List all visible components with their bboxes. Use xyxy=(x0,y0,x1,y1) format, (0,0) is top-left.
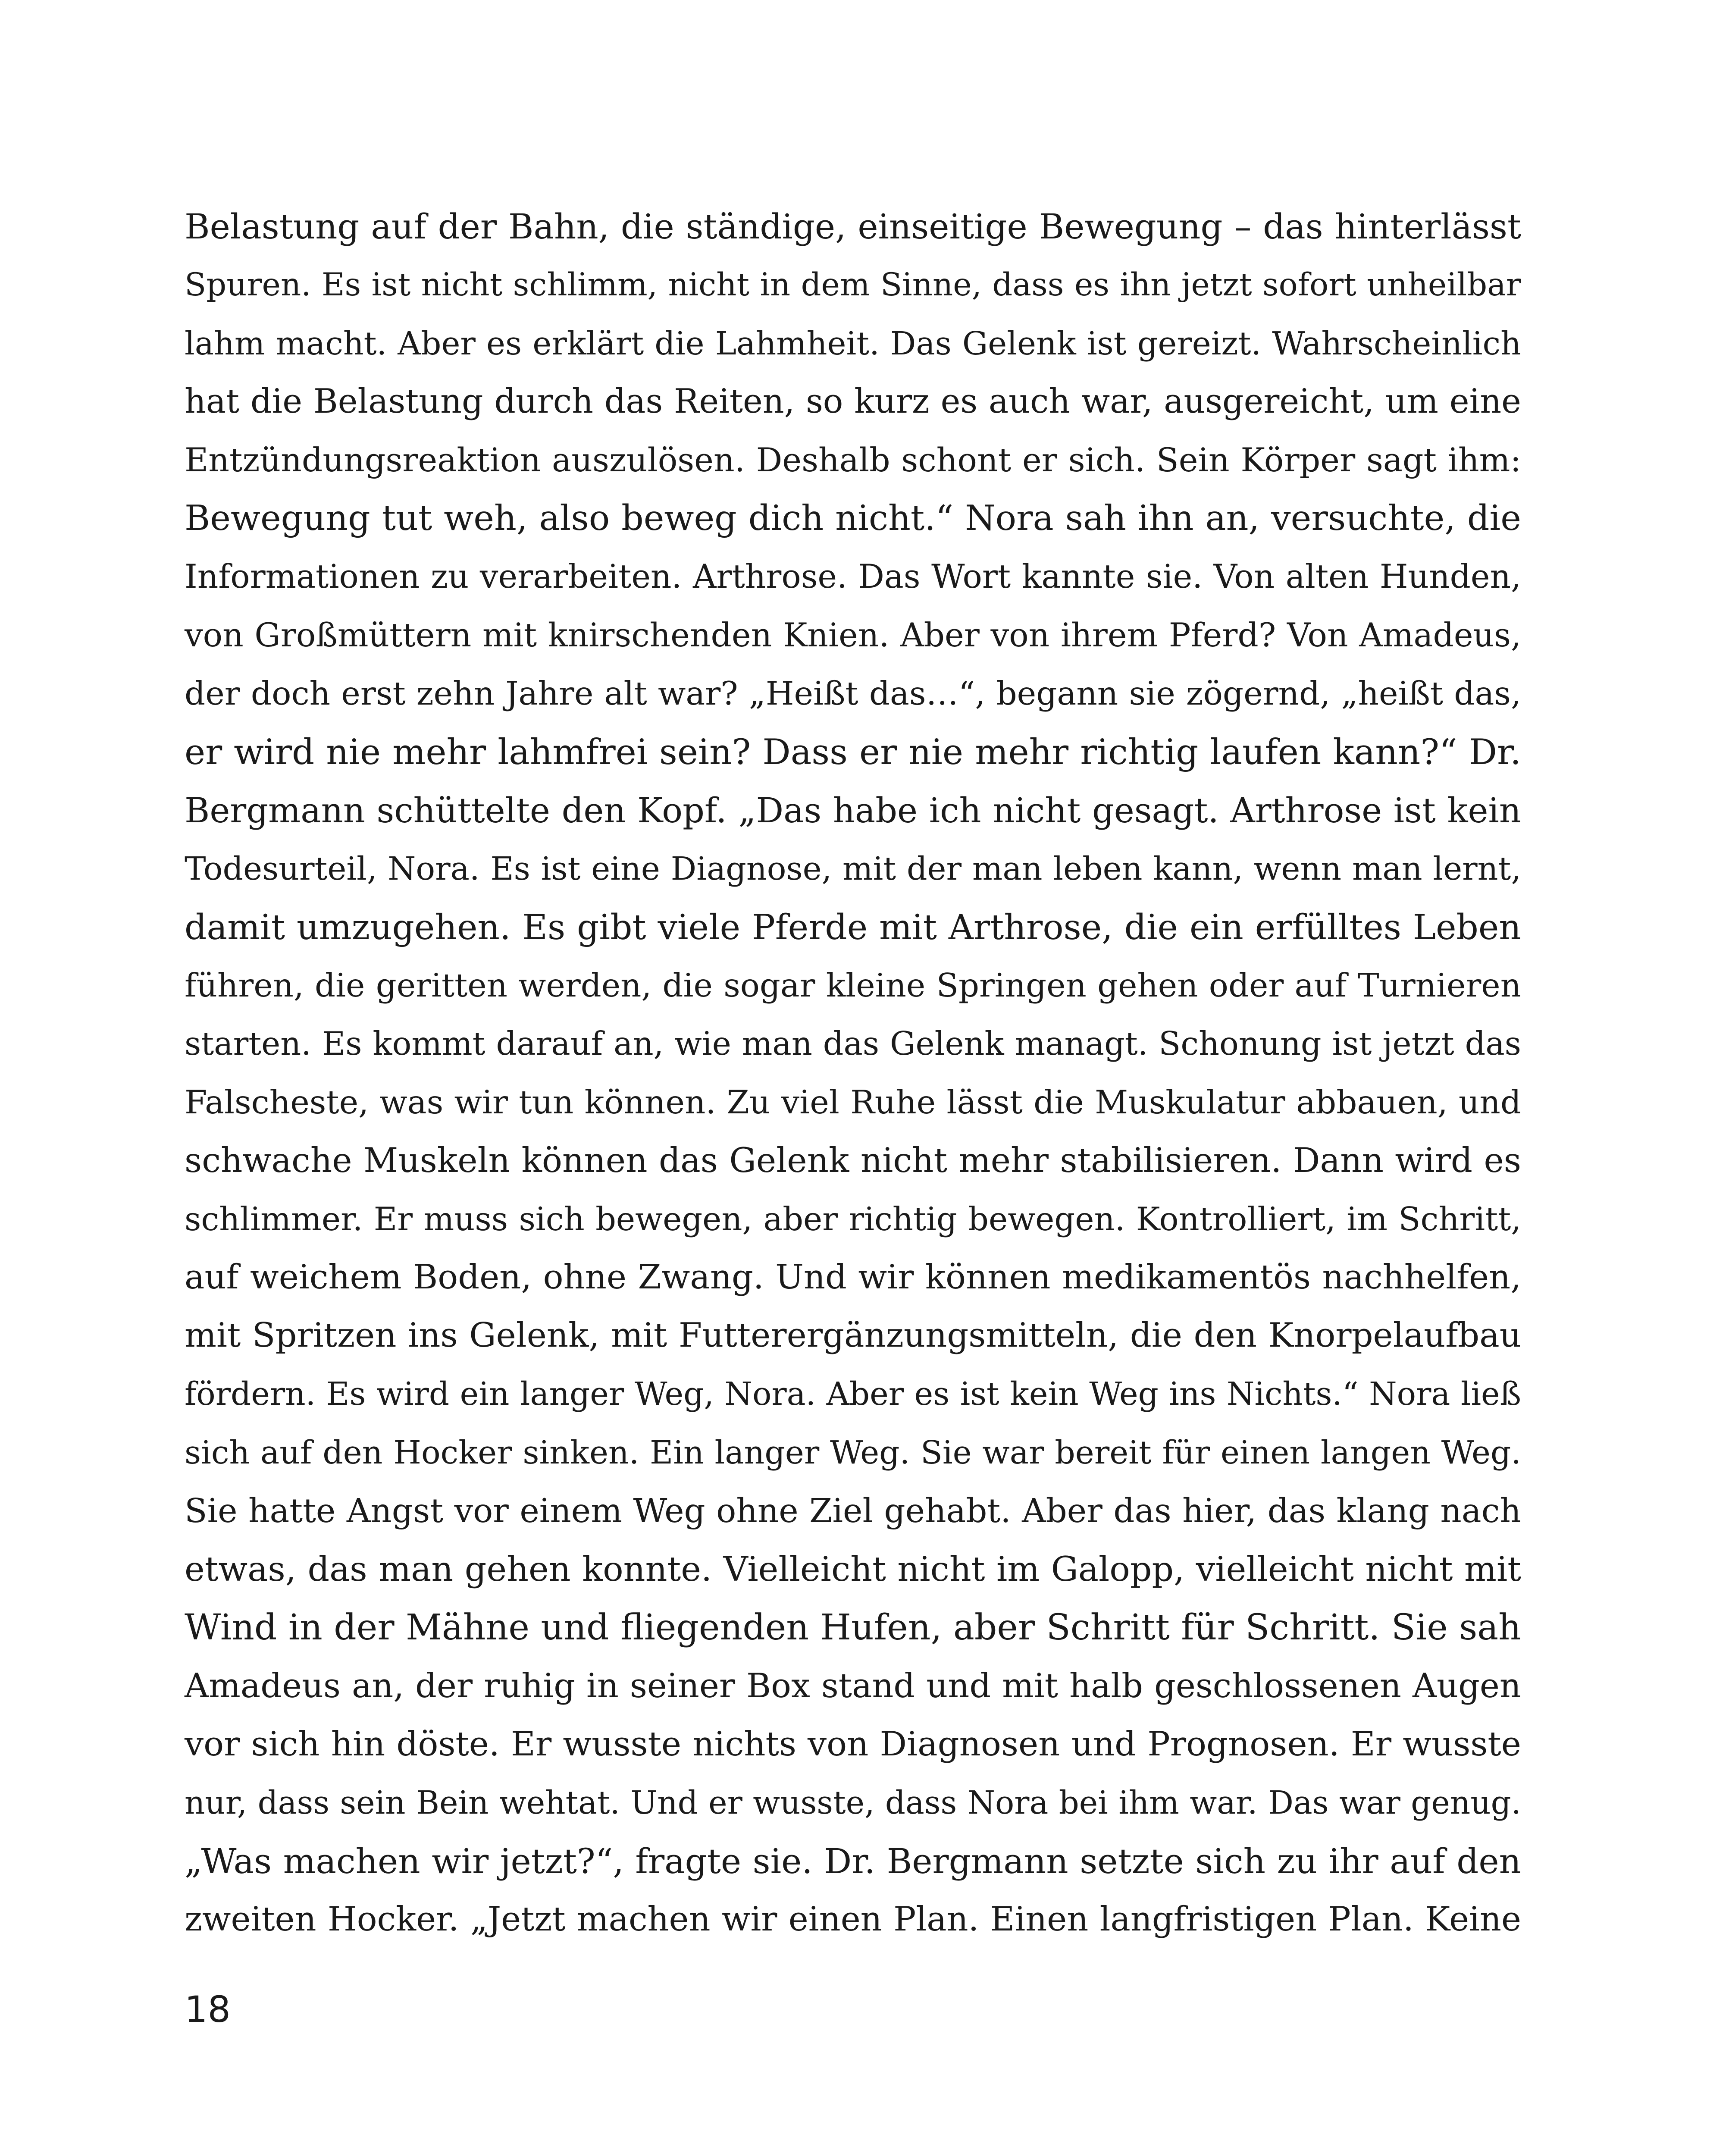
text-line: damit umzugehen. Es gibt viele Pferde mit Arthrose, die ein erfülltes Leben xyxy=(185,907,1521,947)
text-line: zweiten Hocker. „Jetzt machen wir einen Plan. Einen langfristigen Plan. Keine xyxy=(185,1900,1521,1939)
text-line: Falscheste, was wir tun können. Zu viel Ruhe lässt die Muskulatur abbauen, und xyxy=(185,1083,1521,1121)
text-line: fördern. Es wird ein langer Weg, Nora. Aber es ist kein Weg ins Nichts.“ Nora ließ xyxy=(185,1376,1521,1413)
text-line: Entzündungsreaktion auszulösen. Deshalb schont er sich. Sein Körper sagt ihm: xyxy=(185,441,1521,479)
text-line: Wind in der Mähne und fliegenden Hufen, aber Schritt für Schritt. Sie sah xyxy=(185,1607,1521,1648)
text-line: nur, dass sein Bein wehtat. Und er wusste, dass Nora bei ihm war. Das war genug. xyxy=(185,1784,1521,1821)
text-line: der doch erst zehn Jahre alt war? „Heißt das…“, begann sie zögernd, „heißt das, xyxy=(185,674,1521,713)
text-line: mit Spritzen ins Gelenk, mit Futterergänzungsmitteln, die den Knorpelaufbau xyxy=(185,1316,1521,1355)
text-line: Spuren. Es ist nicht schlimm, nicht in dem Sinne, dass es ihn jetzt sofort unheilbar xyxy=(185,266,1521,304)
text-line: Belastung auf der Bahn, die ständige, einseitige Bewegung – das hinterlässt xyxy=(185,207,1521,247)
text-line: schwache Muskeln können das Gelenk nicht mehr stabilisieren. Dann wird es xyxy=(185,1141,1521,1181)
text-line: Bergmann schüttelte den Kopf. „Das habe ich nicht gesagt. Arthrose ist kein xyxy=(185,790,1521,830)
text-line: „Was machen wir jetzt?“, fragte sie. Dr. Bergmann setzte sich zu ihr auf den xyxy=(185,1841,1521,1881)
text-line: starten. Es kommt darauf an, wie man das Gelenk managt. Schonung ist jetzt das xyxy=(185,1025,1521,1063)
text-line: Informationen zu verarbeiten. Arthrose. Das Wort kannte sie. Von alten Hunden, xyxy=(185,558,1521,596)
text-line: von Großmüttern mit knirschenden Knien. Aber von ihrem Pferd? Von Amadeus, xyxy=(185,616,1521,654)
text-line: sich auf den Hocker sinken. Ein langer Weg. Sie war bereit für einen langen Weg. xyxy=(185,1434,1521,1472)
text-line: Sie hatte Angst vor einem Weg ohne Ziel gehabt. Aber das hier, das klang nach xyxy=(185,1492,1521,1530)
text-line: schlimmer. Er muss sich bewegen, aber richtig bewegen. Kontrolliert, im Schritt, xyxy=(185,1200,1521,1238)
text-line: führen, die geritten werden, die sogar kleine Springen gehen oder auf Turnieren xyxy=(185,966,1521,1005)
text-line: hat die Belastung durch das Reiten, so kurz es auch war, ausgereicht, um eine xyxy=(185,382,1521,421)
page-number: 18 xyxy=(185,1988,231,2031)
body-text xyxy=(185,197,1521,1949)
text-line: lahm macht. Aber es erklärt die Lahmheit. Das Gelenk ist gereizt. Wahrscheinlich xyxy=(185,324,1521,362)
text-line: Bewegung tut weh, also beweg dich nicht.“ Nora sah ihn an, versuchte, die xyxy=(185,498,1521,539)
text-line: etwas, das man gehen konnte. Vielleicht nicht im Galopp, vielleicht nicht mit xyxy=(185,1549,1521,1589)
text-line: er wird nie mehr lahmfrei sein? Dass er nie mehr richtig laufen kann?“ Dr. xyxy=(185,731,1521,773)
text-line: vor sich hin döste. Er wusste nichts von Diagnosen und Prognosen. Er wusste xyxy=(185,1725,1521,1764)
text-line: auf weichem Boden, ohne Zwang. Und wir können medikamentös nachhelfen, xyxy=(185,1258,1521,1297)
text-line: Todesurteil, Nora. Es ist eine Diagnose, mit der man leben kann, wenn man lernt, xyxy=(185,850,1521,888)
text-line: Amadeus an, der ruhig in seiner Box stand und mit halb geschlossenen Augen xyxy=(185,1666,1521,1705)
